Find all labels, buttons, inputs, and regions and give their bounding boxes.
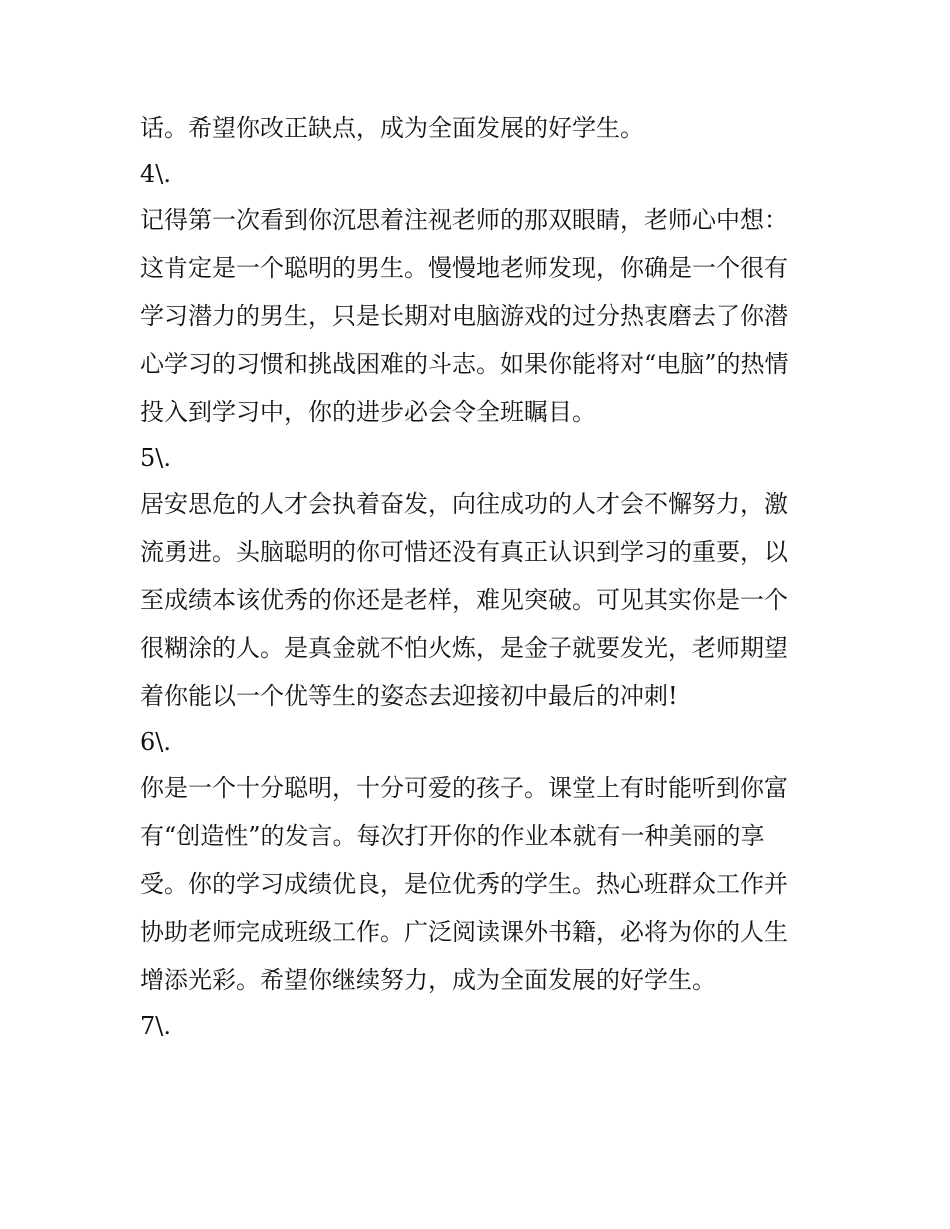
- paragraph-6-line-4: 协助老师完成班级工作。广泛阅读课外书籍，必将为你的人生: [140, 918, 788, 946]
- paragraph-4-line-2: 这肯定是一个聪明的男生。慢慢地老师发现，你确是一个很有: [140, 254, 788, 282]
- paragraph-4-line-1: 记得第一次看到你沉思着注视老师的那双眼睛，老师心中想：: [140, 206, 788, 234]
- paragraph-4-line-5: 投入到学习中，你的进步必会令全班瞩目。: [140, 398, 596, 426]
- paragraph-5-line-5: 着你能以一个优等生的姿态去迎接初中最后的冲刺!: [140, 682, 678, 710]
- document-body: [140, 104, 820, 1048]
- item-number-5: 5\.: [140, 444, 171, 472]
- paragraph-5-line-4: 很糊涂的人。是真金就不怕火炼，是金子就要发光，老师期望: [140, 634, 788, 662]
- paragraph-6-line-5: 增添光彩。希望你继续努力，成为全面发展的好学生。: [140, 966, 716, 994]
- item-number-6: 6\.: [140, 728, 171, 756]
- paragraph-4-line-3: 学习潜力的男生，只是长期对电脑游戏的过分热衷磨去了你潜: [140, 302, 788, 330]
- item-number-7: 7\.: [140, 1012, 171, 1040]
- paragraph-5-line-3: 至成绩本该优秀的你还是老样，难见突破。可见其实你是一个: [140, 586, 788, 614]
- paragraph-4-line-4: 心学习的习惯和挑战困难的斗志。如果你能将对“电脑”的热情: [140, 350, 789, 378]
- paragraph-5-line-1: 居安思危的人才会执着奋发，向往成功的人才会不懈努力，激: [140, 490, 788, 518]
- paragraph-6-line-3: 受。你的学习成绩优良，是位优秀的学生。热心班群众工作并: [140, 870, 788, 898]
- paragraph-6-line-2: 有“创造性”的发言。每次打开你的作业本就有一种美丽的享: [140, 822, 765, 850]
- paragraph-5-line-2: 流勇进。头脑聪明的你可惜还没有真正认识到学习的重要，以: [140, 538, 788, 566]
- paragraph-3-line-5: 话。希望你改正缺点，成为全面发展的好学生。: [140, 114, 644, 142]
- item-number-4: 4\.: [140, 160, 171, 188]
- paragraph-6-line-1: 你是一个十分聪明，十分可爱的孩子。课堂上有时能听到你富: [140, 774, 788, 802]
